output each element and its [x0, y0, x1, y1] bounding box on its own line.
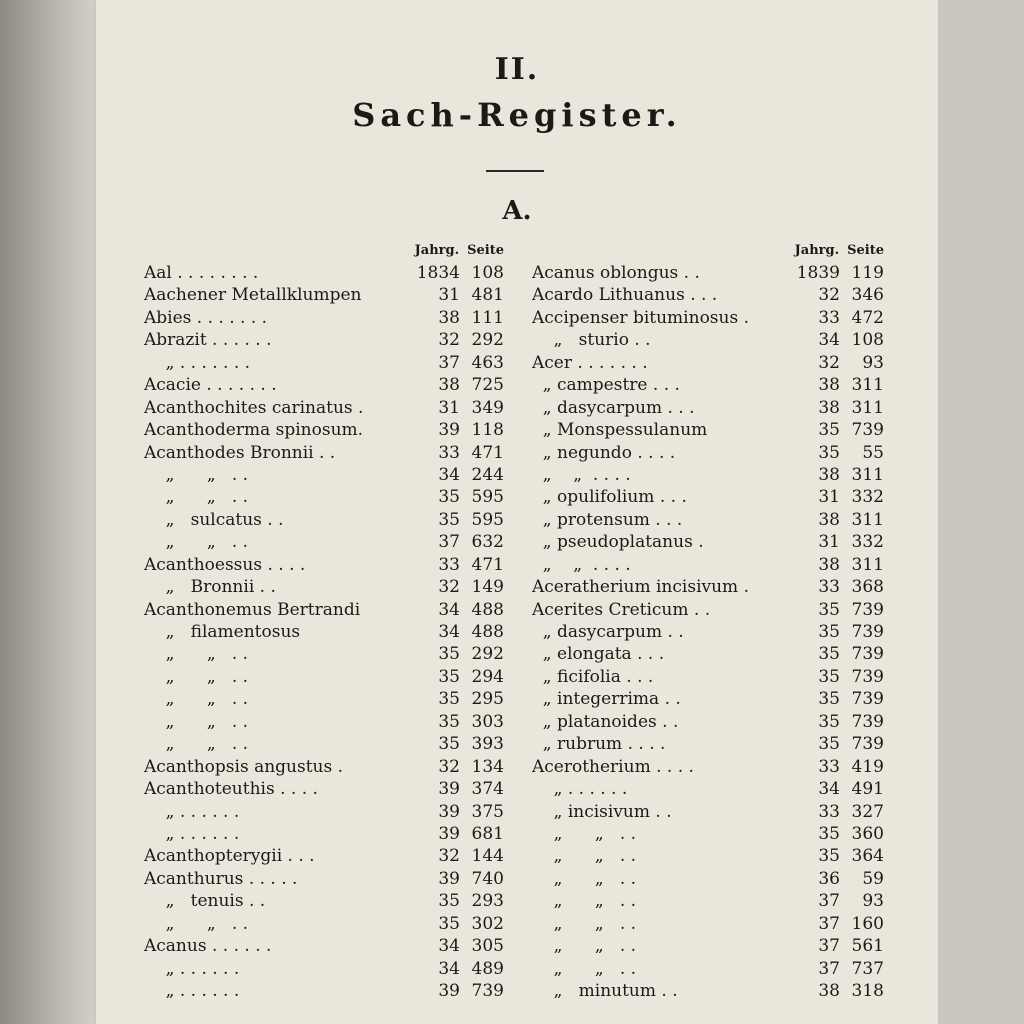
- entry-term: „ „ . .: [144, 532, 249, 553]
- entry-term: „ „ . .: [532, 891, 637, 912]
- entry-year: 32: [438, 330, 460, 351]
- entry-year: 33: [818, 307, 840, 328]
- index-entry: [144, 711, 504, 733]
- entry-page: 739: [851, 599, 884, 620]
- index-entry: [144, 756, 504, 778]
- entry-page: 311: [851, 397, 884, 418]
- index-entry: [144, 958, 504, 980]
- entry-term: Acanthochites carinatus .: [144, 397, 364, 418]
- entry-term: „ pseudoplatanus .: [532, 532, 704, 553]
- entry-page: 471: [471, 442, 504, 463]
- entry-page: 740: [471, 868, 504, 889]
- entry-term: Acanthoessus . . . .: [144, 554, 306, 575]
- entry-term: „ „ . .: [532, 958, 637, 979]
- entry-year: 35: [818, 622, 840, 642]
- entry-term: „ minutum . .: [532, 981, 678, 1001]
- index-entry: [532, 913, 884, 935]
- entry-term: Acanthodes Bronnii . .: [144, 442, 336, 463]
- index-entry: [532, 329, 884, 351]
- entry-term: Acanthurus . . . . .: [144, 868, 298, 889]
- index-entry: [532, 845, 884, 867]
- index-entry: [144, 374, 504, 396]
- entry-term: „ „ . .: [532, 868, 637, 889]
- index-entry: [532, 262, 884, 284]
- index-entry: [144, 688, 504, 710]
- entry-page: 463: [471, 352, 504, 373]
- entry-term: „ „ . .: [144, 644, 249, 665]
- entry-page: 632: [471, 532, 504, 553]
- entry-page: 739: [851, 711, 884, 732]
- entry-page: 375: [471, 801, 504, 822]
- entry-page: 472: [851, 307, 884, 328]
- entry-page: 149: [471, 577, 504, 598]
- index-entry: [144, 554, 504, 576]
- entry-term: „ opulifolium . . .: [532, 487, 687, 508]
- entry-term: Acanus . . . . . .: [144, 936, 272, 957]
- entry-page: 292: [471, 330, 504, 351]
- index-entry: [532, 307, 884, 329]
- entry-page: 739: [851, 666, 884, 687]
- entry-term: „ . . . . . .: [532, 779, 628, 800]
- entry-term: Acanthoteuthis . . . .: [144, 779, 318, 800]
- entry-page: 134: [471, 756, 504, 777]
- entry-year: 31: [438, 397, 460, 418]
- index-entry: [532, 778, 884, 800]
- entry-page: 360: [851, 823, 884, 844]
- entry-page: 491: [851, 779, 884, 800]
- entry-page: 311: [851, 554, 884, 575]
- index-entry: [532, 868, 884, 890]
- entry-term: „ „ . .: [532, 913, 637, 934]
- entry-page: 118: [471, 420, 504, 441]
- index-entry: [144, 845, 504, 867]
- entry-term: „ Monspessulanum: [532, 420, 708, 441]
- index-entry: [144, 464, 504, 486]
- entry-year: 33: [438, 442, 460, 463]
- year-header: Jahrg.: [794, 243, 840, 258]
- entry-term: Acanthopsis angustus .: [144, 756, 344, 777]
- entry-year: 37: [438, 352, 460, 373]
- entry-year: 33: [818, 577, 840, 598]
- index-entry: [532, 419, 884, 441]
- entry-page: 561: [851, 936, 884, 957]
- entry-page: 346: [851, 285, 884, 306]
- entry-term: Acanthopterygii . . .: [144, 846, 315, 867]
- entry-term: „ sturio . .: [532, 330, 651, 351]
- entry-year: 32: [818, 285, 840, 306]
- entry-year: 35: [438, 711, 460, 732]
- section-number: II.: [494, 52, 540, 87]
- entry-year: 38: [818, 464, 840, 485]
- entry-year: 35: [818, 734, 840, 755]
- entry-year: 34: [438, 936, 460, 957]
- entry-term: „ rubrum . . . .: [532, 734, 666, 755]
- index-entry: [532, 666, 884, 688]
- entry-term: Aachener Metallklumpen: [144, 285, 362, 306]
- entry-term: „ . . . . . .: [144, 823, 240, 844]
- entry-term: Acardo Lithuanus . . .: [532, 285, 718, 306]
- entry-term: „ integerrima . .: [532, 689, 681, 710]
- index-entry: [532, 442, 884, 464]
- entry-page: 739: [851, 644, 884, 665]
- entry-term: „ . . . . . .: [144, 981, 240, 1001]
- entry-page: 595: [471, 509, 504, 530]
- entry-year: 38: [438, 375, 460, 396]
- entry-term: „ dasycarpum . .: [532, 622, 684, 642]
- entry-year: 34: [438, 464, 460, 485]
- entry-page: 681: [471, 823, 504, 844]
- entry-term: Aceratherium incisivum .: [532, 577, 749, 598]
- entry-year: 33: [818, 801, 840, 822]
- entry-year: 34: [818, 330, 840, 351]
- index-entry: [144, 890, 504, 912]
- entry-year: 32: [818, 352, 840, 373]
- entry-year: 1839: [796, 263, 840, 283]
- entry-year: 32: [438, 577, 460, 598]
- index-entry: [532, 688, 884, 710]
- entry-page: 59: [862, 868, 884, 889]
- entry-page: 393: [471, 734, 504, 755]
- page-title: Sach-Register.: [352, 96, 682, 134]
- index-entry: [532, 486, 884, 508]
- entry-page: 349: [471, 397, 504, 418]
- index-entry: [144, 621, 504, 643]
- entry-year: 35: [438, 666, 460, 687]
- entry-page: 55: [862, 442, 884, 463]
- entry-term: „ „ . .: [144, 689, 249, 710]
- entry-term: „ campestre . . .: [532, 375, 680, 396]
- entry-page: 739: [851, 622, 884, 642]
- entry-term: „ „ . .: [144, 487, 249, 508]
- entry-term: „ „ . .: [144, 464, 249, 485]
- entry-year: 35: [818, 711, 840, 732]
- entry-page: 327: [851, 801, 884, 822]
- entry-term: „ incisivum . .: [532, 801, 672, 822]
- entry-year: 35: [818, 823, 840, 844]
- entry-year: 35: [818, 599, 840, 620]
- entry-year: 35: [438, 509, 460, 530]
- page-edge: [938, 0, 1024, 1024]
- entry-year: 37: [438, 532, 460, 553]
- entry-page: 332: [851, 487, 884, 508]
- page-header: Seite: [847, 243, 884, 258]
- index-entry: [144, 352, 504, 374]
- index-entry: [144, 733, 504, 755]
- index-entry: [144, 913, 504, 935]
- entry-year: 31: [818, 532, 840, 553]
- index-entry: [144, 531, 504, 553]
- entry-page: 374: [471, 779, 504, 800]
- entry-year: 35: [818, 846, 840, 867]
- index-entry: [532, 643, 884, 665]
- entry-year: 33: [818, 756, 840, 777]
- entry-term: „ platanoides . .: [532, 711, 679, 732]
- entry-year: 33: [438, 554, 460, 575]
- entry-page: 737: [851, 958, 884, 979]
- entry-year: 39: [438, 801, 460, 822]
- entry-term: Aal . . . . . . . .: [144, 263, 259, 283]
- entry-page: 292: [471, 644, 504, 665]
- index-entry: [144, 801, 504, 823]
- entry-term: „ . . . . . . .: [144, 352, 251, 373]
- entry-page: 368: [851, 577, 884, 598]
- entry-term: „ „ . .: [532, 823, 637, 844]
- book-gutter: [0, 0, 96, 1024]
- page-header: Seite: [467, 243, 504, 258]
- entry-year: 38: [818, 375, 840, 396]
- right-column-header: [532, 240, 884, 262]
- entry-page: 739: [851, 734, 884, 755]
- entry-year: 35: [438, 487, 460, 508]
- entry-year: 34: [818, 779, 840, 800]
- entry-page: 725: [471, 375, 504, 396]
- entry-term: Acanthonemus Bertrandi: [144, 599, 361, 620]
- index-entry: [144, 284, 504, 306]
- index-entry: [532, 980, 884, 1002]
- entry-term: „ . . . . . .: [144, 958, 240, 979]
- entry-year: 34: [438, 622, 460, 642]
- index-entry: [532, 374, 884, 396]
- entry-page: 244: [471, 464, 504, 485]
- left-index-column: [144, 240, 504, 1002]
- entry-page: 293: [471, 891, 504, 912]
- index-entry: [532, 531, 884, 553]
- index-entry: [144, 262, 504, 284]
- entry-page: 739: [471, 981, 504, 1001]
- entry-page: 311: [851, 509, 884, 530]
- index-entry: [532, 464, 884, 486]
- entry-year: 32: [438, 756, 460, 777]
- entry-year: 34: [438, 599, 460, 620]
- entry-year: 39: [438, 779, 460, 800]
- entry-page: 160: [851, 913, 884, 934]
- entry-page: 311: [851, 464, 884, 485]
- index-entry: [144, 397, 504, 419]
- entry-year: 37: [818, 891, 840, 912]
- index-entry: [532, 509, 884, 531]
- entry-year: 31: [438, 285, 460, 306]
- entry-term: „ sulcatus . .: [144, 509, 284, 530]
- entry-term: „ negundo . . . .: [532, 442, 676, 463]
- index-entry: [144, 823, 504, 845]
- index-entry: [532, 756, 884, 778]
- index-page: [96, 0, 938, 1024]
- entry-term: „ „ . . . .: [532, 554, 631, 575]
- entry-term: Acerotherium . . . .: [532, 756, 694, 777]
- entry-term: Acanus oblongus . .: [532, 263, 700, 283]
- entry-page: 311: [851, 375, 884, 396]
- index-entry: [144, 778, 504, 800]
- index-entry: [532, 890, 884, 912]
- entry-term: „ . . . . . .: [144, 801, 240, 822]
- entry-term: Acer . . . . . . .: [532, 352, 648, 373]
- entry-term: „ elongata . . .: [532, 644, 665, 665]
- entry-page: 305: [471, 936, 504, 957]
- entry-term: „ „ . . . .: [532, 464, 631, 485]
- entry-year: 35: [438, 913, 460, 934]
- title-divider: [486, 170, 544, 172]
- entry-page: 489: [471, 958, 504, 979]
- index-entry: [144, 442, 504, 464]
- index-entry: [144, 643, 504, 665]
- entry-page: 302: [471, 913, 504, 934]
- index-entry: [532, 958, 884, 980]
- entry-term: „ „ . .: [532, 846, 637, 867]
- entry-year: 38: [818, 554, 840, 575]
- entry-year: 37: [818, 958, 840, 979]
- index-entry: [532, 935, 884, 957]
- index-entry: [144, 666, 504, 688]
- entry-page: 93: [862, 891, 884, 912]
- entry-page: 332: [851, 532, 884, 553]
- entry-page: 144: [471, 846, 504, 867]
- index-entry: [532, 397, 884, 419]
- entry-page: 108: [471, 263, 504, 283]
- index-entry: [144, 868, 504, 890]
- entry-term: „ „ . .: [144, 734, 249, 755]
- entry-term: Accipenser bituminosus .: [532, 307, 750, 328]
- entry-page: 111: [471, 307, 504, 328]
- entry-year: 35: [438, 891, 460, 912]
- left-column-header: [144, 240, 504, 262]
- entry-term: „ protensum . . .: [532, 509, 683, 530]
- entry-page: 294: [471, 666, 504, 687]
- entry-year: 35: [438, 689, 460, 710]
- entry-page: 595: [471, 487, 504, 508]
- entry-year: 35: [818, 442, 840, 463]
- index-entry: [144, 599, 504, 621]
- entry-page: 108: [851, 330, 884, 351]
- entry-year: 35: [438, 734, 460, 755]
- index-entry: [532, 284, 884, 306]
- entry-term: „ „ . .: [532, 936, 637, 957]
- entry-year: 35: [438, 644, 460, 665]
- entry-year: 1834: [416, 263, 460, 283]
- entry-page: 419: [851, 756, 884, 777]
- index-entry: [532, 621, 884, 643]
- entry-page: 488: [471, 599, 504, 620]
- entry-year: 39: [438, 981, 460, 1001]
- index-entry: [532, 801, 884, 823]
- entry-page: 739: [851, 689, 884, 710]
- entry-year: 35: [818, 689, 840, 710]
- index-entry: [532, 733, 884, 755]
- entry-page: 471: [471, 554, 504, 575]
- entry-term: Acanthoderma spinosum.: [144, 420, 364, 441]
- entry-year: 38: [818, 509, 840, 530]
- entry-page: 488: [471, 622, 504, 642]
- entry-term: Acacie . . . . . . .: [144, 375, 277, 396]
- entry-year: 36: [818, 868, 840, 889]
- entry-year: 38: [818, 397, 840, 418]
- index-entry: [144, 307, 504, 329]
- entry-term: „ „ . .: [144, 711, 249, 732]
- index-entry: [532, 576, 884, 598]
- entry-year: 32: [438, 846, 460, 867]
- entry-term: Abrazit . . . . . .: [144, 330, 272, 351]
- index-entry: [532, 711, 884, 733]
- entry-page: 93: [862, 352, 884, 373]
- entry-year: 34: [438, 958, 460, 979]
- entry-year: 38: [438, 307, 460, 328]
- entry-page: 739: [851, 420, 884, 441]
- entry-term: „ „ . .: [144, 666, 249, 687]
- index-entry: [144, 576, 504, 598]
- entry-page: 119: [851, 263, 884, 283]
- entry-term: „ tenuis . .: [144, 891, 266, 912]
- entry-year: 35: [818, 420, 840, 441]
- right-index-column: [532, 240, 884, 1002]
- entry-page: 318: [851, 981, 884, 1001]
- entry-year: 39: [438, 823, 460, 844]
- entry-page: 295: [471, 689, 504, 710]
- index-entry: [532, 352, 884, 374]
- entry-year: 35: [818, 644, 840, 665]
- entry-page: 481: [471, 285, 504, 306]
- entry-year: 37: [818, 913, 840, 934]
- entry-term: Acerites Creticum . .: [532, 599, 711, 620]
- entry-term: Abies . . . . . . .: [144, 307, 268, 328]
- entry-year: 31: [818, 487, 840, 508]
- entry-term: „ Bronnii . .: [144, 577, 276, 598]
- entry-page: 303: [471, 711, 504, 732]
- entry-year: 37: [818, 936, 840, 957]
- index-entry: [532, 823, 884, 845]
- entry-page: 364: [851, 846, 884, 867]
- entry-year: 35: [818, 666, 840, 687]
- index-entry: [532, 599, 884, 621]
- index-entry: [144, 935, 504, 957]
- index-entry: [144, 419, 504, 441]
- entry-term: „ ficifolia . . .: [532, 666, 654, 687]
- entry-term: „ dasycarpum . . .: [532, 397, 695, 418]
- index-entry: [144, 329, 504, 351]
- section-letter: A.: [502, 196, 532, 226]
- entry-year: 38: [818, 981, 840, 1001]
- entry-year: 39: [438, 868, 460, 889]
- year-header: Jahrg.: [414, 243, 460, 258]
- entry-year: 39: [438, 420, 460, 441]
- entry-term: „ filamentosus: [144, 622, 301, 642]
- index-entry: [144, 486, 504, 508]
- index-entry: [144, 509, 504, 531]
- index-entry: [144, 980, 504, 1002]
- index-entry: [532, 554, 884, 576]
- entry-term: „ „ . .: [144, 913, 249, 934]
